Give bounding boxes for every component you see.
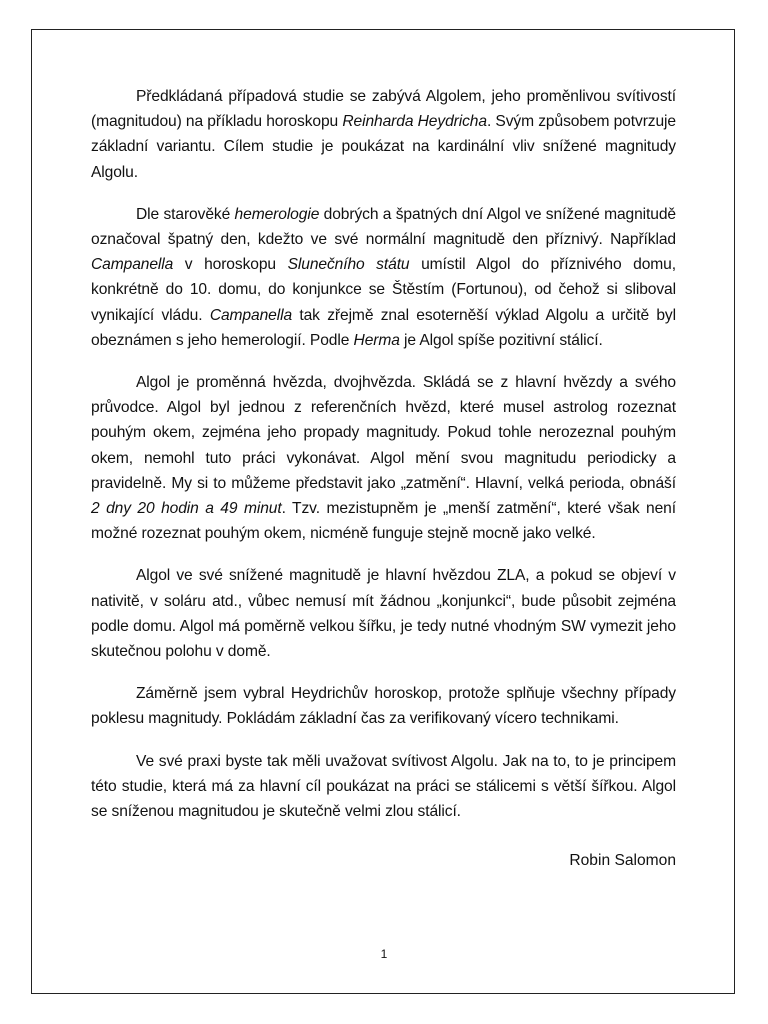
text-run: Ve své praxi byste tak měli uvažovat svítivost Algolu. Jak na to, to je principem této studie, která má za hlavní cíl poukázat na práci se stálicemi s větší šířkou. Algol se sníženou magnitudou je skutečně velmi zlou stálicí. xyxy=(91,752,676,821)
italic-text-run: Campanella xyxy=(209,306,293,324)
text-run: dobrých a špatných dní Algol ve snížené magnitudě označoval špatný den, kdežto ve své normální magnitudě den příznivý. Například xyxy=(91,205,676,249)
text-run: Algol je proměnná hvězda, dvojhvězda. Skládá se z hlavní hvězdy a svého průvodce. Algol byl jednou z referenčních hvězd, které musel astrolog rozeznat pouhým okem, zejména jeho propady magnitudy. Pokud tohle nerozeznal pouhým okem, nemohl tuto práci vykonávat. Algol mění svou magnitudu periodicky a pravidelně. My si to můžeme představit jako „zatmění“. Hlavní, velká perioda, obnáší xyxy=(91,374,676,492)
italic-text-run: hemerologie xyxy=(234,205,320,223)
paragraph-3 xyxy=(91,370,676,546)
paragraph-5 xyxy=(91,681,676,731)
paragraph-2 xyxy=(91,202,676,353)
text-run: v horoskopu xyxy=(173,256,288,274)
text-run: . Svým způsobem potvrzuje základní variantu. Cílem studie je poukázat na kardinální vliv snížené magnitudy Algolu. xyxy=(91,113,676,181)
text-run: Předkládaná případová studie se zabývá Algolem, jeho proměnlivou svítivostí (magnitudou) na příkladu horoskopu xyxy=(91,88,676,131)
italic-text-run: Herma xyxy=(353,331,400,349)
paragraph-4 xyxy=(91,563,676,664)
paragraph-6 xyxy=(91,749,676,825)
text-run: Algol ve své snížené magnitudě je hlavní hvězdou ZLA, a pokud se objeví v nativitě, v soláru atd., vůbec nemusí mít žádnou „konjunkci“, bude působit zejména podle domu. Algol má poměrně velkou šířku, je tedy nutné vhodným SW vymezit jeho skutečnou polohu v domě. xyxy=(91,567,676,661)
text-run: . Tzv. mezistupněm je „menší zatmění“, které však není možné rozeznat pouhým okem, nicméně funguje stejně mocně jako velké. xyxy=(91,500,676,543)
text-run: umístil Algol do příznivého domu, konkrétně do 10. domu, do konjunkce se Štěstím (Fortunou), od čehož si sliboval vynikající vládu. xyxy=(91,256,676,324)
document-body xyxy=(91,84,676,841)
page-number: 1 xyxy=(380,947,388,961)
paragraph-1 xyxy=(91,84,676,185)
text-run: je Algol spíše pozitivní stálicí. xyxy=(399,331,603,349)
italic-text-run: Campanella xyxy=(91,256,174,274)
italic-text-run: Reinharda Heydricha xyxy=(342,113,487,131)
text-run: Záměrně jsem vybral Heydrichův horoskop, protože splňuje všechny případy poklesu magnitudy. Pokládám základní čas za verifikovaný vícero technikami. xyxy=(91,685,676,728)
italic-text-run: Slunečního státu xyxy=(287,256,410,274)
author-signature: Robin Salomon xyxy=(569,852,676,869)
italic-text-run: 2 dny 20 hodin a 49 minut xyxy=(91,500,282,518)
text-run: tak zřejmě znal esoterněší výklad Algolu a určitě byl obeznámen s jeho hemerologií. Podle xyxy=(91,306,676,349)
text-run: Dle starověké xyxy=(136,205,235,223)
